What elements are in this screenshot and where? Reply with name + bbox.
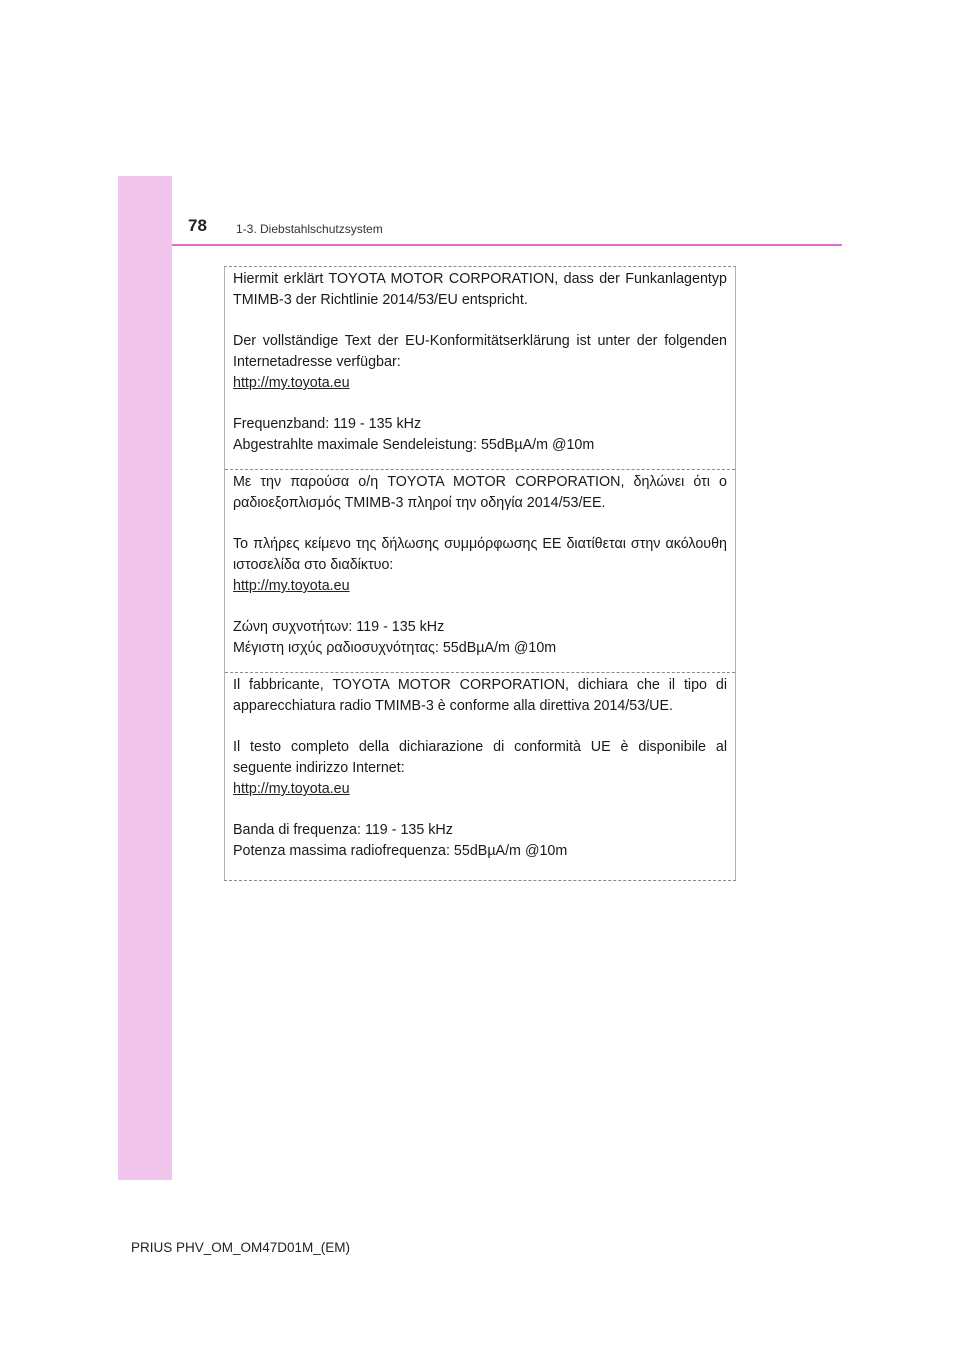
declaration-text: Με την παρούσα ο/η TOYOTA MOTOR CORPORATION, δηλώνει ότι ο ραδιοεξοπλισμός TMIMB-3 πληροί την οδηγία 2014/53/ΕΕ.	[233, 474, 727, 511]
declaration-url-link[interactable]: http://my.toyota.eu	[233, 375, 350, 391]
document-code: PRIUS PHV_OM_OM47D01M_(EM)	[131, 1240, 351, 1255]
page-side-tab	[118, 176, 172, 1180]
declaration-url-link[interactable]: http://my.toyota.eu	[233, 578, 350, 594]
declaration-block-italian	[225, 673, 735, 880]
frequency-band: Frequenzband: 119 - 135 kHz	[233, 416, 422, 432]
declaration-url-link[interactable]: http://my.toyota.eu	[233, 781, 350, 797]
declaration-block-german	[225, 267, 735, 470]
availability-text: Il testo completo della dichiarazione di conformità UE è disponibile al seguente indirizzo Internet:	[233, 739, 727, 776]
frequency-band: Ζώνη συχνοτήτων: 119 - 135 kHz	[233, 619, 445, 635]
declaration-text: Hiermit erklärt TOYOTA MOTOR CORPORATION, dass der Funkanlagentyp TMIMB-3 der Richtlinie 2014/53/EU entspricht.	[233, 271, 727, 308]
header-rule	[172, 244, 842, 246]
declaration-text: Il fabbricante, TOYOTA MOTOR CORPORATION, dichiara che il tipo di apparecchiatura radio TMIMB-3 è conforme alla direttiva 2014/53/UE.	[233, 677, 727, 714]
max-power: Abgestrahlte maximale Sendeleistung: 55dBµA/m @10m	[233, 437, 595, 453]
availability-text: Der vollständige Text der EU-Konformitätserklärung ist unter der folgenden Internetadresse verfügbar:	[233, 333, 727, 370]
max-power: Μέγιστη ισχύς ραδιοσυχνότητας: 55dBµA/m @10m	[233, 640, 557, 656]
frequency-band: Banda di frequenza: 119 - 135 kHz	[233, 822, 453, 838]
availability-text: Το πλήρες κείμενο της δήλωσης συμμόρφωσης ΕΕ διατίθεται στην ακόλουθη ιστοσελίδα στο διαδίκτυο:	[233, 536, 727, 573]
page-number: 78	[188, 216, 207, 235]
declaration-box	[224, 266, 736, 881]
declaration-block-greek	[225, 470, 735, 673]
max-power: Potenza massima radiofrequenza: 55dBµA/m @10m	[233, 843, 568, 859]
section-title: 1-3. Diebstahlschutzsystem	[236, 222, 383, 236]
